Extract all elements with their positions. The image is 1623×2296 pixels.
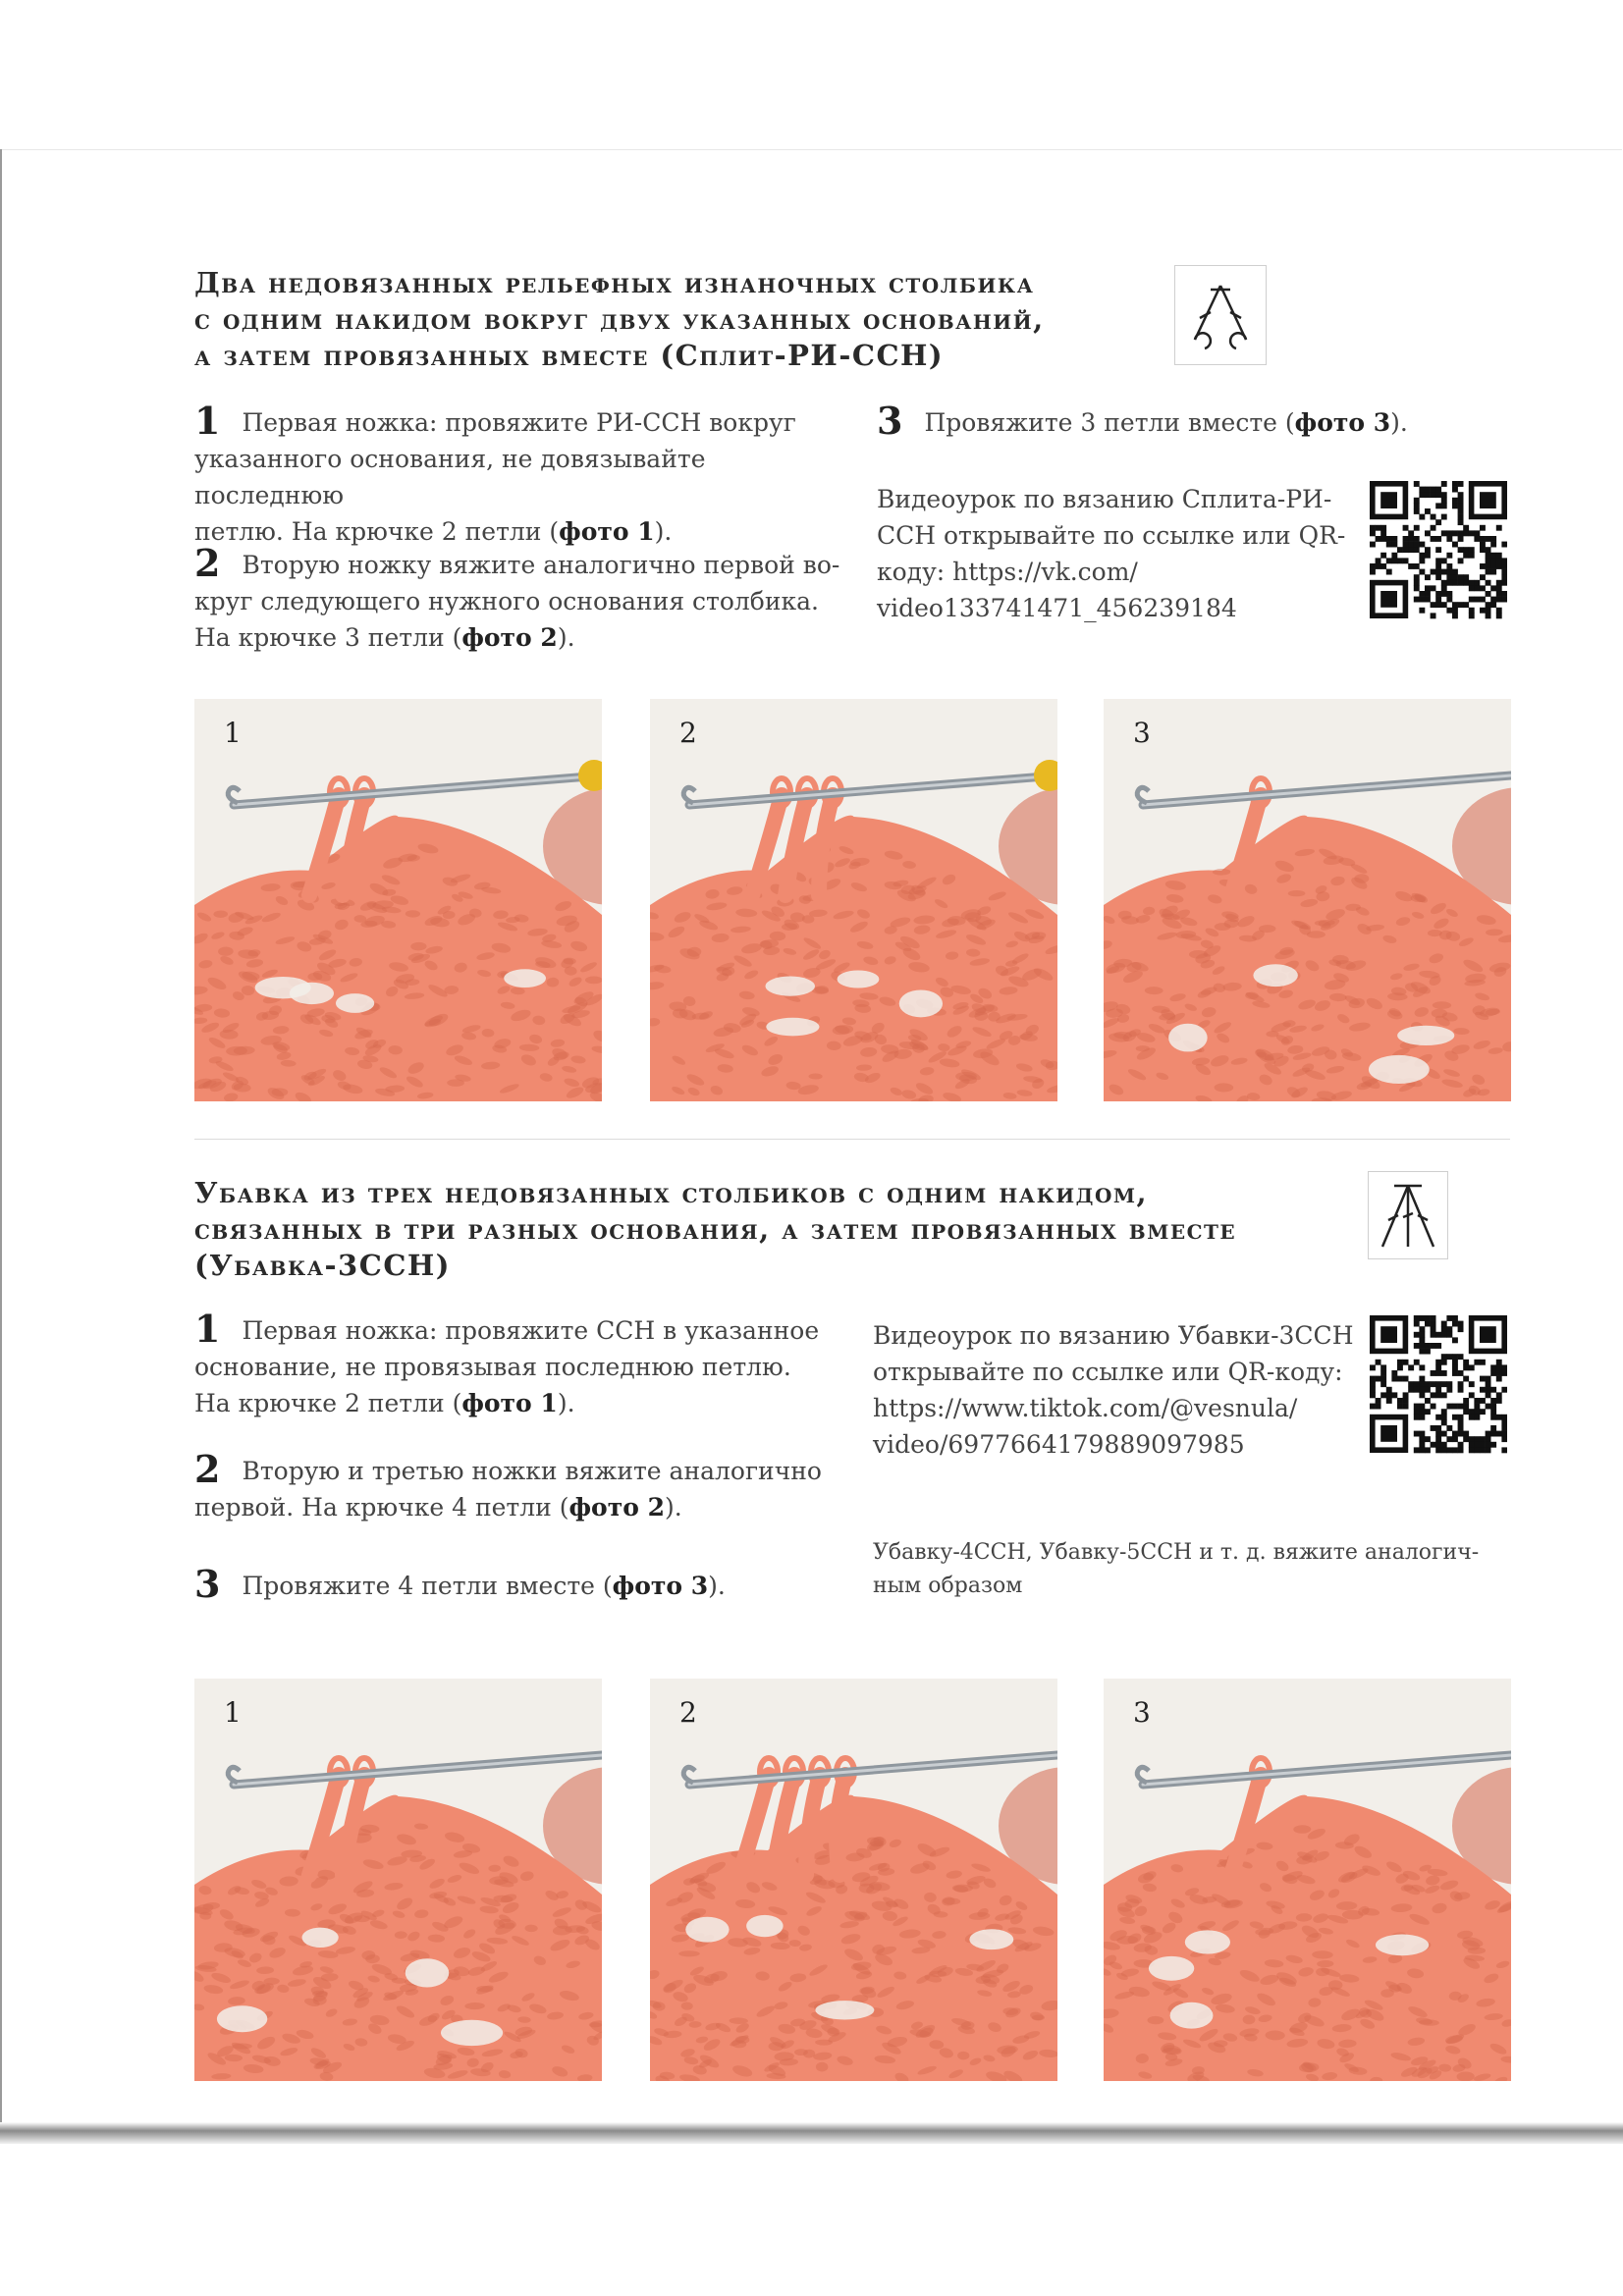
video-note-line[interactable]: video/6977664179889097985 bbox=[873, 1430, 1245, 1459]
section2-step-3 bbox=[194, 1562, 862, 1606]
qr-code-icon[interactable] bbox=[1370, 1315, 1507, 1458]
step-text: Первая ножка: провяжите ССН в указанное bbox=[242, 1316, 820, 1345]
section1-photo-2 bbox=[650, 699, 1057, 1101]
step-text: первой. На крючке 4 петли ( bbox=[194, 1493, 569, 1522]
step-text: На крючке 2 петли ( bbox=[194, 1389, 462, 1417]
section2-title-line: связанных в три разных основания, а затем провязанных вместе bbox=[194, 1212, 1237, 1246]
photo-ref: фото 2 bbox=[568, 1493, 665, 1522]
step-text: Вторую ножку вяжите аналогично первой во- bbox=[242, 551, 840, 579]
photo-ref: фото 1 bbox=[461, 1389, 558, 1417]
section1-title-line: Два недовязанных рельефных изнаночных столбика bbox=[194, 266, 1035, 299]
step-text: ). bbox=[654, 517, 673, 546]
section-divider bbox=[194, 1139, 1510, 1140]
qr-code-icon[interactable] bbox=[1370, 481, 1507, 623]
section1-step-1 bbox=[194, 399, 862, 550]
section1-title bbox=[194, 265, 1045, 374]
step-text: ). bbox=[557, 1389, 575, 1417]
photo-ref: фото 2 bbox=[461, 623, 558, 652]
photo-ref: фото 3 bbox=[1294, 408, 1391, 437]
section2-step-1 bbox=[194, 1307, 862, 1421]
photo-label: 1 bbox=[224, 1696, 242, 1729]
photo-label: 1 bbox=[224, 717, 242, 749]
step-text: ). bbox=[664, 1493, 682, 1522]
step-number: 2 bbox=[194, 541, 221, 585]
section1-step-2 bbox=[194, 541, 862, 656]
video-note-line: открывайте по ссылке или QR-коду: bbox=[873, 1358, 1343, 1386]
split-fp-dc-symbol-icon bbox=[1174, 265, 1267, 365]
section2-photo-1 bbox=[194, 1679, 602, 2081]
video-note-line: ССН открывайте по ссылке или QR- bbox=[877, 521, 1346, 550]
step-number: 3 bbox=[877, 399, 903, 443]
photo-label: 3 bbox=[1133, 717, 1151, 749]
step-text: Вторую и третью ножки вяжите аналогично bbox=[242, 1457, 822, 1485]
video-note-line[interactable]: https://www.tiktok.com/@vesnula/ bbox=[873, 1394, 1298, 1422]
section2-extra-note bbox=[873, 1536, 1521, 1603]
step-number: 1 bbox=[194, 399, 221, 443]
video-note-line: Видеоурок по вязанию Убавки-3ССН bbox=[873, 1321, 1354, 1350]
step-number: 1 bbox=[194, 1307, 221, 1351]
step-text: ). bbox=[557, 623, 575, 652]
step-number: 2 bbox=[194, 1447, 221, 1491]
photo-ref: фото 1 bbox=[559, 517, 655, 546]
step-text: основание, не провязывая последнюю петлю. bbox=[194, 1353, 791, 1381]
step-number: 3 bbox=[194, 1562, 221, 1606]
photo-ref: фото 3 bbox=[612, 1572, 709, 1600]
section1-title-line: с одним накидом вокруг двух указанных оснований, bbox=[194, 302, 1045, 336]
dec-3dc-symbol-icon bbox=[1368, 1171, 1448, 1259]
video-note-line: Видеоурок по вязанию Сплита-РИ- bbox=[877, 485, 1332, 513]
step-text: На крючке 3 петли ( bbox=[194, 623, 462, 652]
step-text: ). bbox=[708, 1572, 726, 1600]
section2-title-line: Убавка из трех недовязанных столбиков с одним накидом, bbox=[194, 1176, 1149, 1209]
section2-title-line: (Убавка-3ССН) bbox=[194, 1249, 452, 1282]
video-note-line[interactable]: коду: https://vk.com/ bbox=[877, 558, 1138, 586]
extra-note-line: ным образом bbox=[873, 1574, 1023, 1598]
step-text: петлю. На крючке 2 петли ( bbox=[194, 517, 560, 546]
section1-photo-1 bbox=[194, 699, 602, 1101]
section1-photo-3 bbox=[1104, 699, 1511, 1101]
section2-photo-2 bbox=[650, 1679, 1057, 2081]
step-text: ). bbox=[1390, 408, 1408, 437]
page-edge-bottom bbox=[0, 2122, 1623, 2144]
photo-label: 2 bbox=[679, 1696, 697, 1729]
section1-video-note bbox=[877, 481, 1348, 626]
section2-photo-3 bbox=[1104, 1679, 1511, 2081]
section2-title bbox=[194, 1175, 1236, 1284]
step-text: указанного основания, не довязывайте последнюю bbox=[194, 445, 706, 509]
step-text: Первая ножка: провяжите РИ-ССН вокруг bbox=[242, 408, 796, 437]
step-text: Провяжите 4 петли вместе ( bbox=[242, 1572, 613, 1600]
section2-step-2 bbox=[194, 1447, 862, 1525]
video-note-line[interactable]: video133741471_456239184 bbox=[877, 594, 1237, 622]
photo-label: 2 bbox=[679, 717, 697, 749]
photo-label: 3 bbox=[1133, 1696, 1151, 1729]
section2-video-note bbox=[873, 1317, 1364, 1463]
section1-step-3 bbox=[877, 399, 1466, 443]
section1-title-line: а затем провязанных вместе (Сплит-РИ-ССН) bbox=[194, 339, 945, 372]
step-text: круг следующего нужного основания столбика. bbox=[194, 587, 819, 615]
step-text: Провяжите 3 петли вместе ( bbox=[924, 408, 1295, 437]
extra-note-line: Убавку-4ССН, Убавку-5ССН и т. д. вяжите аналогич- bbox=[873, 1540, 1480, 1565]
